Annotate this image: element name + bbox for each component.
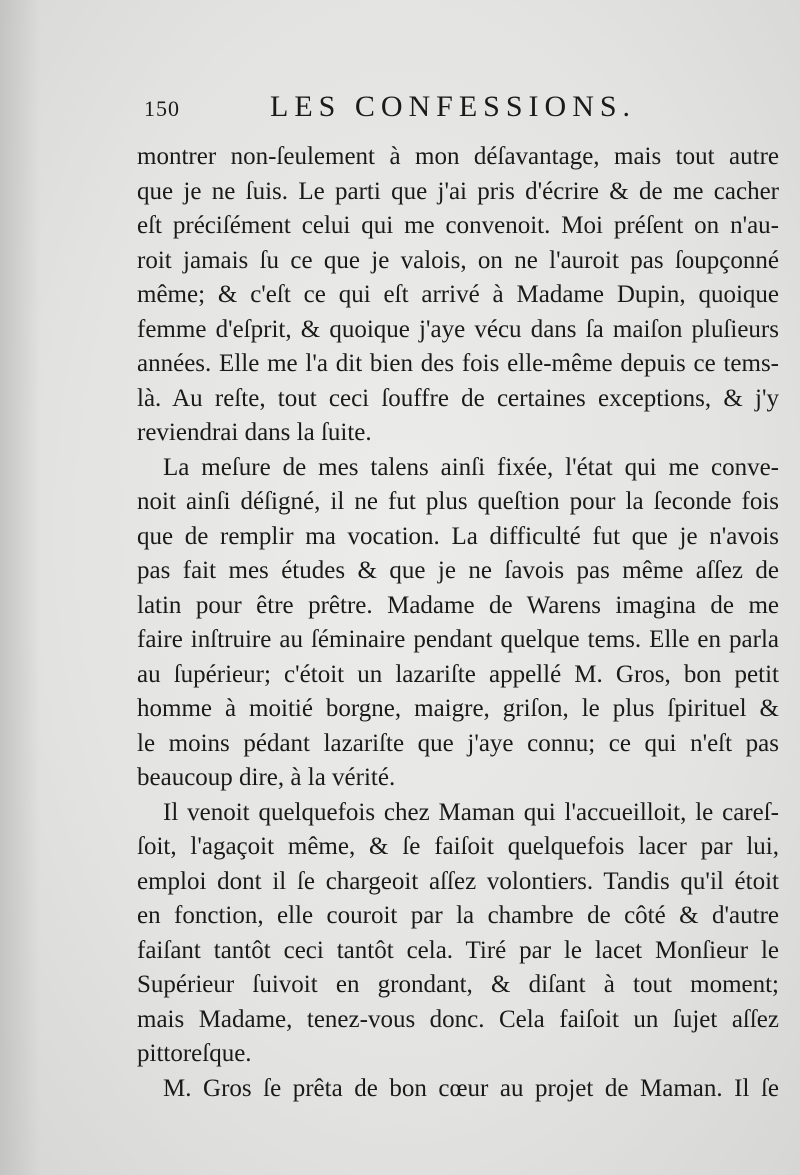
- text-line: le moins pédant lazariſte que j'aye connu; ce qui n'eſt pas: [137, 729, 779, 757]
- text-line: pas fait mes études & que je ne ſavois pas même aſſez de: [137, 557, 779, 584]
- paragraph-first-line: La meſure de mes talens ainſi fixée, l'état qui me conve-: [163, 453, 779, 481]
- text-line: que de remplir ma vocation. La difficulté fut que je n'avois: [137, 522, 779, 550]
- text-line: faiſant tantôt ceci tantôt cela. Tiré par le lacet Monſieur le: [137, 936, 779, 964]
- text-line: femme d'eſprit, & quoique j'aye vécu dans ſa maiſon pluſieurs: [137, 315, 779, 343]
- paragraph-first-line: Il venoit quelquefois chez Maman qui l'accueilloit, le careſ-: [163, 798, 779, 826]
- text-line: roit jamais ſu ce que je valois, on ne l'auroit pas ſoupçonné: [137, 246, 779, 274]
- body-text: [137, 140, 779, 1106]
- paragraph-first-line: M. Gros ſe prêta de bon cœur au projet de Maman. Il ſe: [163, 1074, 779, 1102]
- page-number: 150: [144, 96, 180, 121]
- text-line: années. Elle me l'a dit bien des fois elle-même depuis ce tems-: [137, 350, 779, 377]
- page-gutter-shadow: [0, 0, 40, 1175]
- text-line: que je ne ſuis. Le parti que j'ai pris d'écrire & de me cacher: [137, 177, 779, 205]
- text-line: noit ainſi déſigné, il ne fut plus queſtion pour la ſeconde fois: [137, 488, 779, 515]
- text-line: là. Au reſte, tout ceci ſouffre de certaines exceptions, & j'y: [137, 384, 779, 412]
- text-line: emploi dont il ſe chargeoit aſſez volontiers. Tandis qu'il étoit: [137, 867, 779, 895]
- text-line: pittoreſque.: [137, 1040, 252, 1067]
- text-line: montrer non-ſeulement à mon déſavantage, mais tout autre: [137, 143, 779, 170]
- running-head: LES CONFESSIONS.: [270, 90, 637, 123]
- text-line: homme à moitié borgne, maigre, griſon, le plus ſpirituel &: [137, 695, 779, 722]
- text-line: en fonction, elle couroit par la chambre de côté & d'autre: [137, 902, 779, 929]
- text-line: eſt préciſément celui qui me convenoit. Moi préſent on n'au-: [137, 212, 779, 239]
- text-line: même; & c'eſt ce qui eſt arrivé à Madame Dupin, quoique: [137, 281, 779, 308]
- text-line: au ſupérieur; c'étoit un lazariſte appellé M. Gros, bon petit: [137, 660, 779, 688]
- text-line: beaucoup dire, à la vérité.: [137, 764, 396, 791]
- text-line: ſoit, l'agaçoit même, & ſe faiſoit quelquefois lacer par lui,: [137, 833, 779, 860]
- text-line: faire inſtruire au ſéminaire pendant quelque tems. Elle en parla: [137, 626, 779, 653]
- page-header: [140, 90, 780, 130]
- text-line: reviendrai dans la ſuite.: [137, 419, 372, 446]
- text-line: latin pour être prêtre. Madame de Warens imagina de me: [137, 591, 779, 619]
- text-line: mais Madame, tenez-vous donc. Cela faiſoit un ſujet aſſez: [137, 1005, 779, 1033]
- text-line: Supérieur ſuivoit en grondant, & diſant à tout moment;: [137, 971, 779, 998]
